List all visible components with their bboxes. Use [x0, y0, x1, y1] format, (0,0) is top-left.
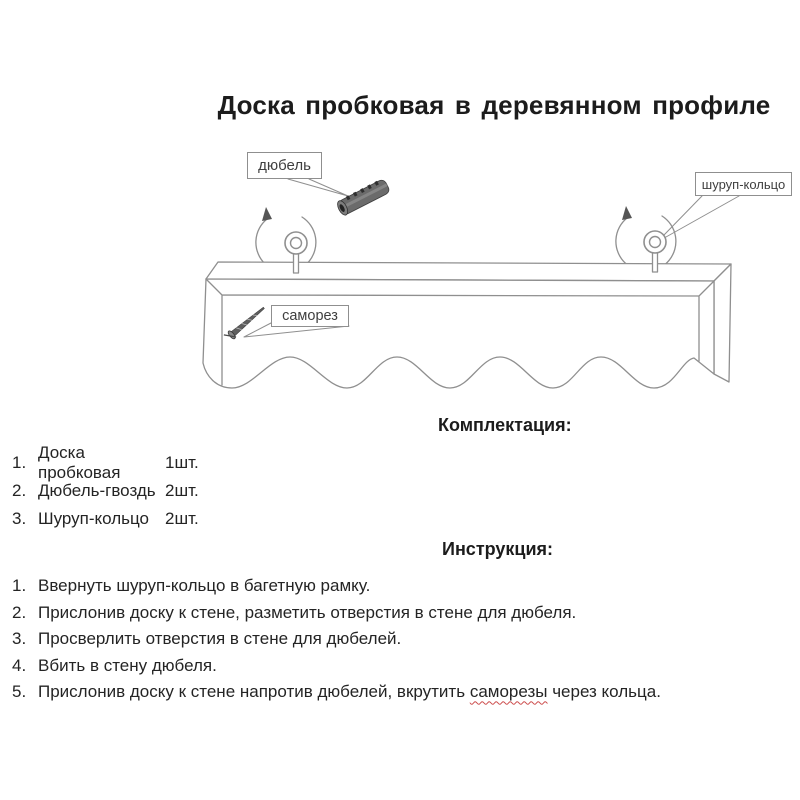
item-text: Прислонив доску к стене, разметить отверстия в стене для дюбеля. [38, 602, 577, 622]
instruction-item [12, 573, 661, 600]
page-title: Доска пробковая в деревянном профиле [217, 90, 771, 120]
item-number: 1. [12, 576, 27, 596]
screw-ring-callout [695, 172, 792, 196]
screw-callout [271, 305, 349, 327]
item-number: 3. [12, 509, 27, 528]
screw-ring-callout-label: шуруп-кольцо [701, 176, 786, 192]
instruction-item [12, 653, 661, 680]
item-number: 2. [12, 481, 27, 500]
item-text: Ввернуть шуруп-кольцо в багетную рамку. [38, 576, 371, 596]
kit-list [12, 443, 199, 533]
instruction-item [12, 679, 661, 706]
item-text: Вбить в стену дюбеля. [38, 655, 217, 675]
instructions-section-heading: Инструкция: [442, 539, 554, 559]
item-name: Дюбель-гвоздь [38, 481, 156, 500]
instruction-item [12, 626, 661, 653]
kit-item [12, 505, 199, 533]
item-number: 4. [12, 655, 27, 675]
screw-callout-label: саморез [282, 308, 338, 324]
item-number: 2. [12, 602, 27, 622]
item-qty: 1шт. [165, 453, 199, 472]
item-name: Доска пробковая [38, 443, 121, 482]
dowel-callout-label: дюбель [258, 157, 311, 174]
misspelled-word: саморезы [469, 682, 548, 702]
item-text-before: Прислонив доску к стене напротив дюбелей, вкрутить [38, 682, 470, 702]
dowel-drawing [335, 178, 391, 217]
item-number: 3. [12, 629, 27, 649]
dowel-callout [247, 152, 322, 179]
item-qty: 2шт. [165, 509, 199, 528]
item-number: 1. [12, 453, 27, 472]
item-text [38, 682, 661, 702]
item-text: Просверлить отверстия в стене для дюбелей. [38, 629, 402, 649]
item-text-after: через кольца. [547, 682, 661, 702]
item-name: Шуруп-кольцо [38, 509, 150, 528]
kit-item [12, 443, 199, 482]
instructions-list [12, 573, 661, 706]
instruction-item [12, 600, 661, 627]
item-qty: 2шт. [165, 481, 199, 500]
kit-section-heading: Комплектация: [438, 415, 572, 435]
item-number: 5. [12, 682, 27, 702]
kit-item [12, 477, 199, 505]
